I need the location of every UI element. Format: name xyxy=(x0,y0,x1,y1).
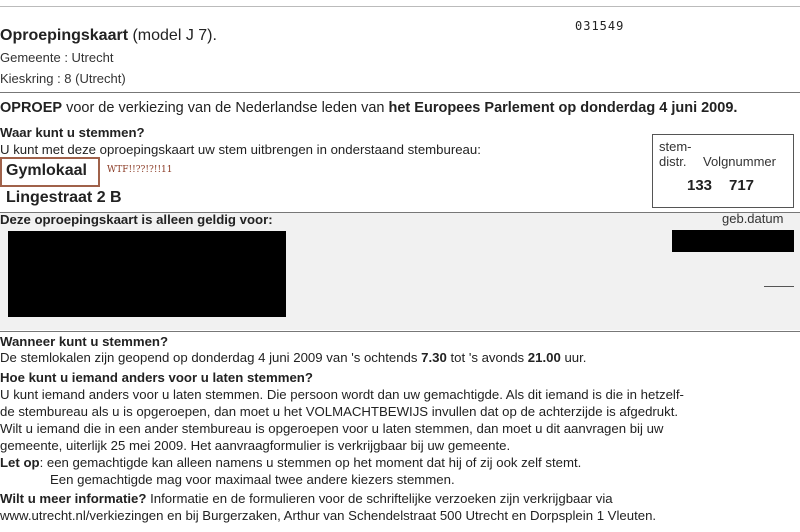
oproep-lead: OPROEP xyxy=(0,100,63,116)
card-title-model: (model J 7). xyxy=(128,27,217,44)
venue-street: Lingestraat 2 B xyxy=(6,189,122,206)
letop-label: Let op xyxy=(0,455,40,470)
header-rule xyxy=(0,92,800,93)
hoe-line-4: gemeente, uiterlijk 25 mei 2009. Het aanvraagformulier is verkrijgbaar bij uw gemeente. xyxy=(0,438,511,453)
card-title-bold: Oproepingskaart xyxy=(0,27,129,44)
volg-number: 717 xyxy=(729,177,755,194)
hoe-heading: Hoe kunt u iemand anders voor u laten stemmen? xyxy=(0,370,313,385)
hoe-line-1: U kunt iemand anders voor u laten stemmen. Die persoon wordt dan uw gemachtigde. Als dit iemand is die in hetzelf- xyxy=(0,387,684,402)
geldig-heading: Deze oproepingskaart is alleen geldig voor: xyxy=(0,212,273,227)
signature-dash xyxy=(764,286,794,287)
geb-datum-label: geb.datum xyxy=(722,211,784,226)
gemeente-line: Gemeente : Utrecht xyxy=(0,50,114,65)
geldig-bottom-rule xyxy=(0,331,800,332)
kieskring-line: Kieskring : 8 (Utrecht) xyxy=(0,71,126,86)
opening-time: 7.30 xyxy=(421,350,447,365)
info-text-1: Informatie en de formulieren voor de schriftelijke verzoeken zijn verkrijgbaar via xyxy=(146,491,613,506)
volgnummer-label: Volgnummer xyxy=(703,154,776,169)
redacted-name-address xyxy=(8,231,286,317)
waar-heading: Waar kunt u stemmen? xyxy=(0,125,145,140)
letop-line-1 xyxy=(0,455,581,470)
letop-text-1: : een gemachtigde kan alleen namens u stemmen op het moment dat hij of zij ook zelf stemt. xyxy=(39,455,582,470)
info-line-1 xyxy=(0,491,613,506)
district-number-box xyxy=(652,134,794,208)
hoe-line-2: de stembureau als u is opgeroepen, dan moet u het VOLMACHTBEWIJS invullen dat op de achterzijde is afgedrukt. xyxy=(0,404,679,419)
serial-number: 031549 xyxy=(575,19,625,33)
district-number: 133 xyxy=(687,177,713,194)
stem-label: stem- xyxy=(659,139,692,154)
card-title xyxy=(0,27,217,45)
waar-text: U kunt met deze oproepingskaart uw stem uitbrengen in onderstaand stembureau: xyxy=(0,142,481,157)
handwritten-annotation: WTF!!??!?!!11 xyxy=(107,165,173,175)
info-heading: Wilt u meer informatie? xyxy=(0,491,147,506)
oproep-text: voor de verkiezing van de Nederlandse leden van xyxy=(62,100,389,116)
wanneer-text xyxy=(0,350,586,365)
top-rule xyxy=(0,6,800,7)
redacted-birthdate xyxy=(672,230,794,252)
venue-name: Gymlokaal xyxy=(6,162,87,179)
letop-line-2: Een gemachtigde mag voor maximaal twee andere kiezers stemmen. xyxy=(50,472,455,487)
closing-time: 21.00 xyxy=(527,350,561,365)
wanneer-heading: Wanneer kunt u stemmen? xyxy=(0,334,169,349)
oproep-election: het Europees Parlement op donderdag 4 juni 2009. xyxy=(388,100,738,116)
oproep-line xyxy=(0,100,737,116)
hoe-line-3: Wilt u iemand die in een ander stembureau is opgeroepen voor u laten stemmen, dan moet u dit aanvragen bij uw xyxy=(0,421,664,436)
info-line-2: www.utrecht.nl/verkiezingen en bij Burgerzaken, Arthur van Schendelstraat 500 Utrecht en Dorpsplein 1 Vleuten. xyxy=(0,508,657,523)
wanneer-text-2: tot 's avonds xyxy=(446,350,528,365)
distr-label: distr. xyxy=(659,154,687,169)
wanneer-text-3: uur. xyxy=(560,350,587,365)
wanneer-text-1: De stemlokalen zijn geopend op donderdag 4 juni 2009 van 's ochtends xyxy=(0,350,422,365)
